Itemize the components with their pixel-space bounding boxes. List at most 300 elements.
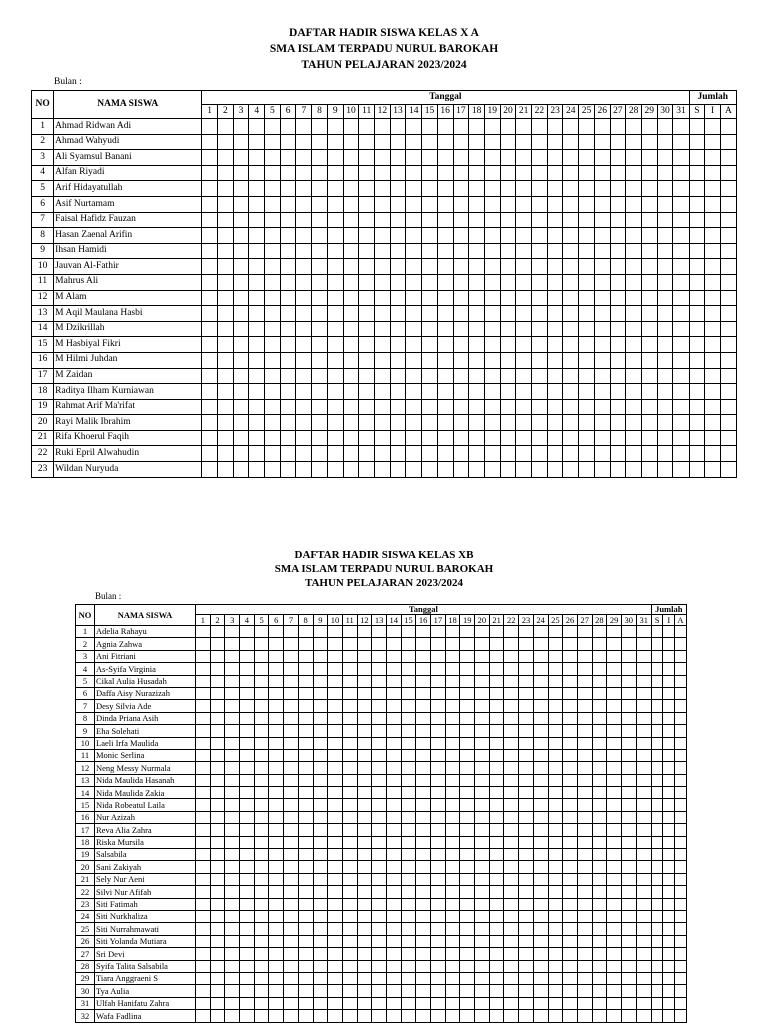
total-cell[interactable] xyxy=(675,737,687,749)
attendance-cell[interactable] xyxy=(401,824,416,836)
attendance-cell[interactable] xyxy=(460,774,475,786)
attendance-cell[interactable] xyxy=(254,886,269,898)
attendance-cell[interactable] xyxy=(533,886,548,898)
attendance-cell[interactable] xyxy=(500,430,516,446)
attendance-cell[interactable] xyxy=(375,352,391,368)
attendance-cell[interactable] xyxy=(577,948,592,960)
attendance-cell[interactable] xyxy=(548,725,563,737)
attendance-cell[interactable] xyxy=(579,119,595,135)
attendance-cell[interactable] xyxy=(437,368,453,384)
attendance-cell[interactable] xyxy=(249,399,265,415)
attendance-cell[interactable] xyxy=(386,948,401,960)
attendance-cell[interactable] xyxy=(401,1010,416,1022)
attendance-cell[interactable] xyxy=(280,228,296,244)
total-cell[interactable] xyxy=(720,119,736,135)
attendance-cell[interactable] xyxy=(636,762,651,774)
attendance-cell[interactable] xyxy=(636,787,651,799)
attendance-cell[interactable] xyxy=(225,836,240,848)
attendance-cell[interactable] xyxy=(416,626,431,638)
attendance-cell[interactable] xyxy=(233,259,249,275)
attendance-cell[interactable] xyxy=(657,352,673,368)
attendance-cell[interactable] xyxy=(431,935,446,947)
attendance-cell[interactable] xyxy=(240,638,255,650)
attendance-cell[interactable] xyxy=(548,910,563,922)
attendance-cell[interactable] xyxy=(372,725,387,737)
attendance-cell[interactable] xyxy=(359,415,375,431)
total-cell[interactable] xyxy=(689,259,705,275)
attendance-cell[interactable] xyxy=(489,712,504,724)
attendance-cell[interactable] xyxy=(225,960,240,972)
total-cell[interactable] xyxy=(651,638,663,650)
attendance-cell[interactable] xyxy=(401,935,416,947)
attendance-cell[interactable] xyxy=(343,228,359,244)
attendance-cell[interactable] xyxy=(372,910,387,922)
attendance-cell[interactable] xyxy=(594,415,610,431)
attendance-cell[interactable] xyxy=(563,181,579,197)
total-cell[interactable] xyxy=(651,725,663,737)
attendance-cell[interactable] xyxy=(312,165,328,181)
attendance-cell[interactable] xyxy=(342,935,357,947)
attendance-cell[interactable] xyxy=(196,749,211,761)
attendance-cell[interactable] xyxy=(519,650,534,662)
attendance-cell[interactable] xyxy=(594,181,610,197)
attendance-cell[interactable] xyxy=(386,663,401,675)
total-cell[interactable] xyxy=(651,985,663,997)
attendance-cell[interactable] xyxy=(607,687,622,699)
attendance-cell[interactable] xyxy=(401,638,416,650)
total-cell[interactable] xyxy=(689,134,705,150)
attendance-cell[interactable] xyxy=(249,134,265,150)
attendance-cell[interactable] xyxy=(607,737,622,749)
attendance-cell[interactable] xyxy=(547,337,563,353)
attendance-cell[interactable] xyxy=(254,700,269,712)
attendance-cell[interactable] xyxy=(202,196,218,212)
attendance-cell[interactable] xyxy=(416,700,431,712)
attendance-cell[interactable] xyxy=(519,687,534,699)
attendance-cell[interactable] xyxy=(548,923,563,935)
attendance-cell[interactable] xyxy=(626,306,642,322)
attendance-cell[interactable] xyxy=(431,712,446,724)
attendance-cell[interactable] xyxy=(657,368,673,384)
total-cell[interactable] xyxy=(663,787,675,799)
attendance-cell[interactable] xyxy=(533,923,548,935)
attendance-cell[interactable] xyxy=(312,399,328,415)
attendance-cell[interactable] xyxy=(296,430,312,446)
attendance-cell[interactable] xyxy=(657,399,673,415)
attendance-cell[interactable] xyxy=(422,337,438,353)
attendance-cell[interactable] xyxy=(475,687,490,699)
attendance-cell[interactable] xyxy=(519,725,534,737)
attendance-cell[interactable] xyxy=(445,626,460,638)
attendance-cell[interactable] xyxy=(327,259,343,275)
attendance-cell[interactable] xyxy=(296,352,312,368)
total-cell[interactable] xyxy=(720,196,736,212)
attendance-cell[interactable] xyxy=(504,849,519,861)
attendance-cell[interactable] xyxy=(401,700,416,712)
attendance-cell[interactable] xyxy=(312,150,328,166)
attendance-cell[interactable] xyxy=(484,243,500,259)
attendance-cell[interactable] xyxy=(254,675,269,687)
attendance-cell[interactable] xyxy=(401,923,416,935)
attendance-cell[interactable] xyxy=(375,384,391,400)
attendance-cell[interactable] xyxy=(298,725,313,737)
attendance-cell[interactable] xyxy=(284,948,299,960)
attendance-cell[interactable] xyxy=(225,712,240,724)
attendance-cell[interactable] xyxy=(437,446,453,462)
attendance-cell[interactable] xyxy=(484,368,500,384)
attendance-cell[interactable] xyxy=(280,212,296,228)
attendance-cell[interactable] xyxy=(657,259,673,275)
attendance-cell[interactable] xyxy=(592,1010,607,1022)
attendance-cell[interactable] xyxy=(504,811,519,823)
attendance-cell[interactable] xyxy=(475,650,490,662)
total-cell[interactable] xyxy=(689,181,705,197)
attendance-cell[interactable] xyxy=(469,399,485,415)
total-cell[interactable] xyxy=(689,321,705,337)
attendance-cell[interactable] xyxy=(500,384,516,400)
attendance-cell[interactable] xyxy=(453,181,469,197)
attendance-cell[interactable] xyxy=(196,712,211,724)
attendance-cell[interactable] xyxy=(607,910,622,922)
attendance-cell[interactable] xyxy=(453,165,469,181)
attendance-cell[interactable] xyxy=(359,321,375,337)
attendance-cell[interactable] xyxy=(265,212,281,228)
total-cell[interactable] xyxy=(720,165,736,181)
total-cell[interactable] xyxy=(675,663,687,675)
attendance-cell[interactable] xyxy=(280,259,296,275)
attendance-cell[interactable] xyxy=(240,787,255,799)
attendance-cell[interactable] xyxy=(386,799,401,811)
attendance-cell[interactable] xyxy=(431,972,446,984)
attendance-cell[interactable] xyxy=(269,638,284,650)
attendance-cell[interactable] xyxy=(532,259,548,275)
attendance-cell[interactable] xyxy=(594,384,610,400)
attendance-cell[interactable] xyxy=(610,321,626,337)
attendance-cell[interactable] xyxy=(500,150,516,166)
attendance-cell[interactable] xyxy=(577,824,592,836)
attendance-cell[interactable] xyxy=(621,774,636,786)
attendance-cell[interactable] xyxy=(563,274,579,290)
attendance-cell[interactable] xyxy=(406,384,422,400)
attendance-cell[interactable] xyxy=(343,399,359,415)
attendance-cell[interactable] xyxy=(636,725,651,737)
total-cell[interactable] xyxy=(651,799,663,811)
attendance-cell[interactable] xyxy=(475,774,490,786)
attendance-cell[interactable] xyxy=(673,306,689,322)
attendance-cell[interactable] xyxy=(327,134,343,150)
attendance-cell[interactable] xyxy=(254,997,269,1009)
attendance-cell[interactable] xyxy=(328,923,343,935)
attendance-cell[interactable] xyxy=(548,700,563,712)
attendance-cell[interactable] xyxy=(519,836,534,848)
attendance-cell[interactable] xyxy=(453,306,469,322)
attendance-cell[interactable] xyxy=(357,948,372,960)
attendance-cell[interactable] xyxy=(313,985,328,997)
attendance-cell[interactable] xyxy=(548,935,563,947)
attendance-cell[interactable] xyxy=(548,985,563,997)
attendance-cell[interactable] xyxy=(657,384,673,400)
attendance-cell[interactable] xyxy=(359,243,375,259)
attendance-cell[interactable] xyxy=(357,650,372,662)
attendance-cell[interactable] xyxy=(357,873,372,885)
total-cell[interactable] xyxy=(705,337,721,353)
attendance-cell[interactable] xyxy=(298,923,313,935)
total-cell[interactable] xyxy=(675,687,687,699)
attendance-cell[interactable] xyxy=(240,824,255,836)
attendance-cell[interactable] xyxy=(445,824,460,836)
attendance-cell[interactable] xyxy=(548,886,563,898)
attendance-cell[interactable] xyxy=(460,898,475,910)
attendance-cell[interactable] xyxy=(196,972,211,984)
attendance-cell[interactable] xyxy=(240,675,255,687)
total-cell[interactable] xyxy=(689,337,705,353)
attendance-cell[interactable] xyxy=(342,725,357,737)
attendance-cell[interactable] xyxy=(673,290,689,306)
attendance-cell[interactable] xyxy=(592,948,607,960)
attendance-cell[interactable] xyxy=(416,712,431,724)
attendance-cell[interactable] xyxy=(196,774,211,786)
attendance-cell[interactable] xyxy=(422,181,438,197)
total-cell[interactable] xyxy=(675,650,687,662)
attendance-cell[interactable] xyxy=(249,165,265,181)
attendance-cell[interactable] xyxy=(563,700,578,712)
attendance-cell[interactable] xyxy=(343,243,359,259)
attendance-cell[interactable] xyxy=(532,165,548,181)
attendance-cell[interactable] xyxy=(343,119,359,135)
attendance-cell[interactable] xyxy=(484,274,500,290)
attendance-cell[interactable] xyxy=(298,712,313,724)
attendance-cell[interactable] xyxy=(519,737,534,749)
attendance-cell[interactable] xyxy=(469,462,485,478)
attendance-cell[interactable] xyxy=(386,923,401,935)
attendance-cell[interactable] xyxy=(327,321,343,337)
attendance-cell[interactable] xyxy=(532,462,548,478)
attendance-cell[interactable] xyxy=(386,935,401,947)
attendance-cell[interactable] xyxy=(453,399,469,415)
attendance-cell[interactable] xyxy=(460,824,475,836)
attendance-cell[interactable] xyxy=(519,935,534,947)
total-cell[interactable] xyxy=(651,861,663,873)
attendance-cell[interactable] xyxy=(202,134,218,150)
attendance-cell[interactable] xyxy=(607,663,622,675)
attendance-cell[interactable] xyxy=(265,274,281,290)
attendance-cell[interactable] xyxy=(484,446,500,462)
total-cell[interactable] xyxy=(675,935,687,947)
attendance-cell[interactable] xyxy=(516,134,532,150)
attendance-cell[interactable] xyxy=(621,787,636,799)
total-cell[interactable] xyxy=(705,399,721,415)
attendance-cell[interactable] xyxy=(532,352,548,368)
attendance-cell[interactable] xyxy=(516,165,532,181)
attendance-cell[interactable] xyxy=(500,228,516,244)
attendance-cell[interactable] xyxy=(202,446,218,462)
attendance-cell[interactable] xyxy=(469,415,485,431)
attendance-cell[interactable] xyxy=(592,725,607,737)
total-cell[interactable] xyxy=(675,948,687,960)
attendance-cell[interactable] xyxy=(533,749,548,761)
attendance-cell[interactable] xyxy=(217,212,233,228)
attendance-cell[interactable] xyxy=(225,861,240,873)
attendance-cell[interactable] xyxy=(284,762,299,774)
attendance-cell[interactable] xyxy=(592,737,607,749)
attendance-cell[interactable] xyxy=(225,749,240,761)
attendance-cell[interactable] xyxy=(284,787,299,799)
attendance-cell[interactable] xyxy=(422,150,438,166)
attendance-cell[interactable] xyxy=(342,849,357,861)
attendance-cell[interactable] xyxy=(265,446,281,462)
attendance-cell[interactable] xyxy=(673,430,689,446)
attendance-cell[interactable] xyxy=(469,368,485,384)
attendance-cell[interactable] xyxy=(225,774,240,786)
attendance-cell[interactable] xyxy=(626,134,642,150)
attendance-cell[interactable] xyxy=(422,306,438,322)
attendance-cell[interactable] xyxy=(386,910,401,922)
attendance-cell[interactable] xyxy=(437,321,453,337)
attendance-cell[interactable] xyxy=(657,415,673,431)
attendance-cell[interactable] xyxy=(516,384,532,400)
attendance-cell[interactable] xyxy=(359,430,375,446)
attendance-cell[interactable] xyxy=(298,626,313,638)
attendance-cell[interactable] xyxy=(284,972,299,984)
total-cell[interactable] xyxy=(663,935,675,947)
attendance-cell[interactable] xyxy=(298,836,313,848)
attendance-cell[interactable] xyxy=(445,1010,460,1022)
attendance-cell[interactable] xyxy=(327,150,343,166)
attendance-cell[interactable] xyxy=(312,212,328,228)
attendance-cell[interactable] xyxy=(579,446,595,462)
attendance-cell[interactable] xyxy=(453,321,469,337)
attendance-cell[interactable] xyxy=(504,737,519,749)
attendance-cell[interactable] xyxy=(359,384,375,400)
attendance-cell[interactable] xyxy=(641,462,657,478)
attendance-cell[interactable] xyxy=(254,972,269,984)
attendance-cell[interactable] xyxy=(401,712,416,724)
attendance-cell[interactable] xyxy=(577,774,592,786)
attendance-cell[interactable] xyxy=(312,337,328,353)
attendance-cell[interactable] xyxy=(284,985,299,997)
attendance-cell[interactable] xyxy=(280,165,296,181)
attendance-cell[interactable] xyxy=(621,762,636,774)
attendance-cell[interactable] xyxy=(673,337,689,353)
attendance-cell[interactable] xyxy=(592,700,607,712)
attendance-cell[interactable] xyxy=(240,687,255,699)
total-cell[interactable] xyxy=(689,228,705,244)
attendance-cell[interactable] xyxy=(563,910,578,922)
total-cell[interactable] xyxy=(689,150,705,166)
attendance-cell[interactable] xyxy=(390,368,406,384)
attendance-cell[interactable] xyxy=(475,762,490,774)
attendance-cell[interactable] xyxy=(313,836,328,848)
attendance-cell[interactable] xyxy=(610,352,626,368)
total-cell[interactable] xyxy=(675,985,687,997)
attendance-cell[interactable] xyxy=(269,799,284,811)
attendance-cell[interactable] xyxy=(504,700,519,712)
attendance-cell[interactable] xyxy=(460,985,475,997)
attendance-cell[interactable] xyxy=(390,399,406,415)
attendance-cell[interactable] xyxy=(437,212,453,228)
attendance-cell[interactable] xyxy=(217,352,233,368)
total-cell[interactable] xyxy=(720,399,736,415)
attendance-cell[interactable] xyxy=(233,337,249,353)
attendance-cell[interactable] xyxy=(579,352,595,368)
attendance-cell[interactable] xyxy=(357,836,372,848)
attendance-cell[interactable] xyxy=(422,134,438,150)
attendance-cell[interactable] xyxy=(386,997,401,1009)
attendance-cell[interactable] xyxy=(673,181,689,197)
attendance-cell[interactable] xyxy=(607,650,622,662)
total-cell[interactable] xyxy=(651,873,663,885)
attendance-cell[interactable] xyxy=(312,352,328,368)
attendance-cell[interactable] xyxy=(489,997,504,1009)
attendance-cell[interactable] xyxy=(516,415,532,431)
attendance-cell[interactable] xyxy=(547,321,563,337)
total-cell[interactable] xyxy=(689,119,705,135)
attendance-cell[interactable] xyxy=(489,910,504,922)
attendance-cell[interactable] xyxy=(592,910,607,922)
attendance-cell[interactable] xyxy=(636,997,651,1009)
attendance-cell[interactable] xyxy=(298,799,313,811)
attendance-cell[interactable] xyxy=(298,675,313,687)
attendance-cell[interactable] xyxy=(343,384,359,400)
attendance-cell[interactable] xyxy=(298,638,313,650)
attendance-cell[interactable] xyxy=(313,650,328,662)
attendance-cell[interactable] xyxy=(594,337,610,353)
attendance-cell[interactable] xyxy=(577,650,592,662)
attendance-cell[interactable] xyxy=(280,352,296,368)
attendance-cell[interactable] xyxy=(547,259,563,275)
attendance-cell[interactable] xyxy=(372,824,387,836)
attendance-cell[interactable] xyxy=(563,415,579,431)
attendance-cell[interactable] xyxy=(357,712,372,724)
attendance-cell[interactable] xyxy=(519,948,534,960)
attendance-cell[interactable] xyxy=(390,446,406,462)
attendance-cell[interactable] xyxy=(343,212,359,228)
attendance-cell[interactable] xyxy=(328,997,343,1009)
attendance-cell[interactable] xyxy=(475,886,490,898)
attendance-cell[interactable] xyxy=(386,749,401,761)
attendance-cell[interactable] xyxy=(532,446,548,462)
attendance-cell[interactable] xyxy=(372,700,387,712)
attendance-cell[interactable] xyxy=(636,626,651,638)
attendance-cell[interactable] xyxy=(254,638,269,650)
attendance-cell[interactable] xyxy=(359,134,375,150)
attendance-cell[interactable] xyxy=(516,196,532,212)
attendance-cell[interactable] xyxy=(577,663,592,675)
attendance-cell[interactable] xyxy=(533,910,548,922)
attendance-cell[interactable] xyxy=(296,337,312,353)
attendance-cell[interactable] xyxy=(532,399,548,415)
attendance-cell[interactable] xyxy=(280,306,296,322)
attendance-cell[interactable] xyxy=(577,935,592,947)
attendance-cell[interactable] xyxy=(312,462,328,478)
attendance-cell[interactable] xyxy=(284,700,299,712)
total-cell[interactable] xyxy=(663,725,675,737)
attendance-cell[interactable] xyxy=(563,960,578,972)
total-cell[interactable] xyxy=(689,212,705,228)
attendance-cell[interactable] xyxy=(265,165,281,181)
attendance-cell[interactable] xyxy=(313,1010,328,1022)
attendance-cell[interactable] xyxy=(504,997,519,1009)
total-cell[interactable] xyxy=(720,462,736,478)
attendance-cell[interactable] xyxy=(298,861,313,873)
attendance-cell[interactable] xyxy=(298,898,313,910)
total-cell[interactable] xyxy=(705,243,721,259)
attendance-cell[interactable] xyxy=(416,650,431,662)
attendance-cell[interactable] xyxy=(594,212,610,228)
attendance-cell[interactable] xyxy=(489,948,504,960)
attendance-cell[interactable] xyxy=(610,384,626,400)
total-cell[interactable] xyxy=(651,811,663,823)
